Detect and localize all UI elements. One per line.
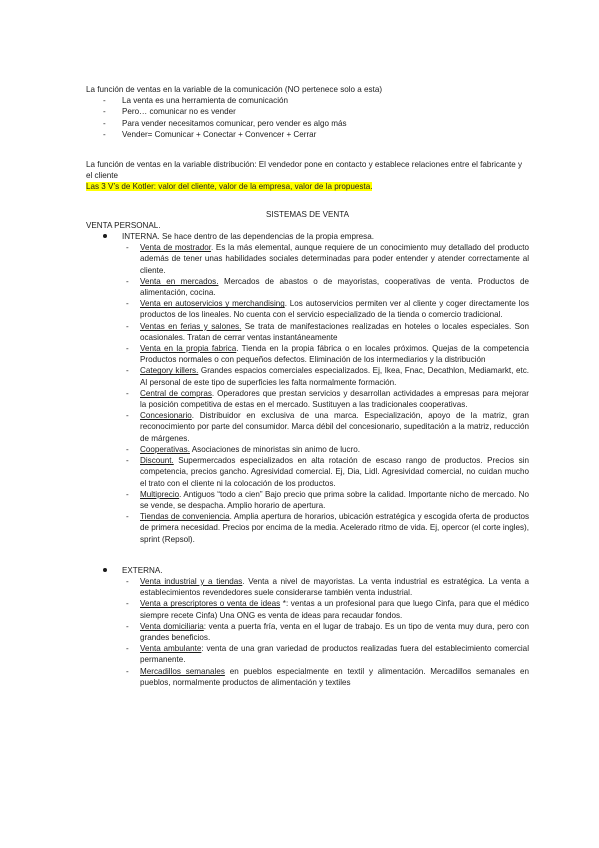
list-item: - Venta en mercados. Mercados de abastos o de mayoristas, cooperativas de venta. Productos de alimentación, cocina.	[126, 276, 529, 298]
list-item: - Concesionario. Distribuidor en exclusiva de una marca. Especialización, apoyo de la matriz, gran reconocimiento por parte del consumidor. Marca débil del concesionario, supeditación a la matriz, reducción de márgenes.	[126, 411, 529, 443]
list-item: - Ventas en ferias y salones. Se trata de manifestaciones realizadas en hoteles o locales especiales. Son ocasionales. Tratan de cerrar ventas instantáneamente	[126, 321, 530, 342]
kotler-highlight: Las 3 V’s de Kotler: valor del cliente, valor de la empresa, valor de la propuesta.	[86, 182, 373, 192]
list-item: - Central de compras. Operadores que prestan servicios y desarrollan actividades a empresas para mejorar la posición competitiva de estas en el mercado. Sustituyen a las tradicionales cooperativas.	[126, 388, 529, 410]
intro-comunicacion: La función de ventas en la variable de la comunicación (NO pertenece solo a esta)	[86, 85, 383, 94]
list-item: - Cooperativas. Asociaciones de minoristas sin animo de lucro.	[126, 444, 361, 454]
list-item: - Venta industrial y a tiendas. Venta a nivel de mayoristas. La venta industrial es estratégica. La venta a establecimientos revendedores suele considerarse también venta industrial.	[126, 576, 529, 598]
interna-list	[86, 242, 529, 544]
externa-list	[86, 576, 529, 688]
list-item: - Venta a prescriptores o venta de ideas *: ventas a un profesional para que luego Cinfa, para que el médico siempre recete Cinfa) Una ONG es venta de ideas para recaudar fondos.	[126, 599, 529, 620]
page-title: SISTEMAS DE VENTA	[265, 209, 350, 219]
externa-bullet: EXTERNA.	[86, 565, 529, 576]
list-item: - Multiprecio. Antiguos “todo a cien” Bajo precio que prima sobre la calidad. Importante nicho de mercado. No se vende, se despacha. Amplio horario de apertura.	[126, 489, 529, 510]
list-item: - Venta de mostrador. Es la más elemental, aunque requiere de un conocimiento muy detallado del producto además de tener unas habilidades sociales determinadas para poder entender y atender correctamente al cliente.	[126, 243, 529, 275]
list-item: - Category killers. Grandes espacios comerciales especializados. Ej, Ikea, Fnac, Decathlon, Mediamarkt, etc. Al personal de este tipo de superficies les falta normalmente formación.	[126, 366, 529, 387]
list-item: - Venta en autoservicios y merchandising. Los autoservicios permiten ver al cliente y coger directamente los productos de los lineales. No cuenta con el servicio especializado de la tienda o comercio tradicional.	[126, 299, 529, 320]
intro-distribucion: La función de ventas en la variable distribución: El vendedor pone en contacto y establece relaciones entre el fabricante y el cliente	[86, 160, 522, 181]
list-item: - Vender= Comunicar + Conectar + Convencer + Cerrar	[103, 129, 317, 139]
list-item: - Venta en la propia fabrica. Tienda en la propia fábrica o en locales próximos. Quejas de la competencia Productos normales o con pequeños defectos. Eliminación de los intermediarios y la distribución	[126, 344, 530, 365]
list-item: - Discount. Supermercados especializados en alta rotación de escaso rango de productos. Precios sin competencia, precios gancho. Agresividad comercial. Ej, Dia, Lidl. Agresividad comercial, no cuidan mucho el trato con el cliente ni la colocación de los productos.	[126, 456, 529, 488]
list-item: - Venta ambulante: venta de una gran variedad de productos realizadas fuera del establecimiento comercial permanente.	[126, 644, 529, 665]
interna-bullet: INTERNA. Se hace dentro de las dependencias de la propia empresa.	[86, 231, 529, 242]
intro-list	[86, 95, 529, 140]
list-item: - La venta es una herramienta de comunicación	[103, 96, 289, 106]
list-item: - Venta domiciliaria: venta a puerta fría, venta en el lugar de trabajo. Es un tipo de venta muy dura, pero con grandes beneficios.	[126, 621, 529, 642]
list-item: - Pero… comunicar no es vender	[103, 107, 236, 117]
list-item: - Tiendas de conveniencia. Amplia apertura de horarios, ubicación estratégica y escogida oferta de productos de primera necesidad. Precios por encima de la media. Acelerado ritmo de vida. Ej, opercor (el corte ingles), sprint (Repsol).	[126, 512, 529, 544]
list-item: - Mercadillos semanales en pueblos especialmente en textil y alimentación. Mercadillos semanales en pueblos, normalmente productos de alimentación y textiles	[126, 666, 529, 687]
section-heading: VENTA PERSONAL.	[86, 220, 161, 230]
list-item: - Para vender necesitamos comunicar, pero vender es algo más	[103, 118, 347, 128]
